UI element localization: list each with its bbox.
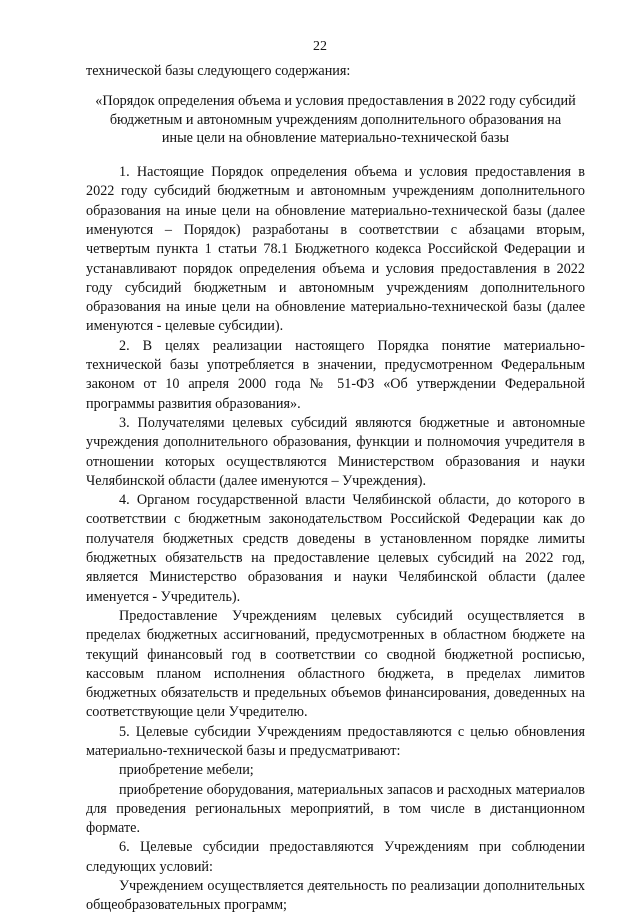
order-title-line-3: иные цели на обновление материально-технической базы [161,130,510,147]
paragraph-4-continued: Предоставление Учреждениям целевых субсидий осуществляется в пределах бюджетных ассигнований, предусмотренных в областном бюджете на текущий финансовый год в соответствии со сводной бюджетной росписью, кассовым планом исполнения областного бюджета, в пределах лимитов бюджетных обязательств и предельных объемов финансирования, доведенных на соответствующие цели Учредителю. [86,607,585,721]
paragraph-6-condition: Учреждением осуществляется деятельность по реализации дополнительных общеобразовательных программ; [86,878,585,914]
paragraph-6: 6. Целевые субсидии предоставляются Учреждениям при соблюдении следующих условий: [86,839,585,875]
paragraph-5: 5. Целевые субсидии Учреждениям предоставляются с целью обновления материально-технической базы и предусматривают: [86,723,585,759]
paragraph-4: 4. Органом государственной власти Челябинской области, до которого в соответствии с бюджетным законодательством Российской Федерации как до получателя бюджетных средств доведены в установленном порядке лимиты бюджетных обязательств на предоставление целевых субсидий на 2022 год, является Министерство образования и науки Челябинской области (далее именуется - Учредитель). [86,492,585,605]
order-title [94,92,577,148]
page-number: 22 [313,39,327,54]
paragraph-5-item-equipment: приобретение оборудования, материальных запасов и расходных материалов для проведения региональных мероприятий, в том числе в дистанционном формате. [86,781,585,837]
order-title-line-1: «Порядок определения объема и условия предоставления в 2022 году субсидий [95,93,576,110]
intro-line: технической базы следующего содержания: [86,63,351,79]
paragraph-3: 3. Получателями целевых субсидий являются бюджетные и автономные учреждения дополнительного образования, функции и полномочия учредителя в отношении которых осуществляются Министерством образования и науки Челябинской области (далее именуются – Учреждения). [86,414,585,489]
paragraph-5-item-furniture: приобретение мебели; [119,762,254,779]
document-body [86,62,585,916]
paragraph-2: 2. В целях реализации настоящего Порядка понятие материально-технической базы употребляется в значении, предусмотренном Федеральным законом от 10 апреля 2000 года № 51-ФЗ «Об утверждении Федеральной программы развития образования». [86,337,585,412]
order-title-line-2: бюджетным и автономным учреждениям дополнительного образования на [109,111,562,128]
paragraph-1: 1. Настоящие Порядок определения объема и условия предоставления в 2022 году субсидий бюджетным и автономным учреждениям дополнительного образования на иные цели на обновление материально-технической базы (далее именуются – Порядок) разработаны в соответствии с абзацами вторым, четвертым пункта 1 статьи 78.1 Бюджетного кодекса Российской Федерации и устанавливают порядок определения объема и условия предоставления в 2022 году субсидий бюджетным и автономным учреждениям дополнительного образования на иные цели на обновление материально-технической базы (далее именуются - целевые субсидии). [86,164,585,335]
